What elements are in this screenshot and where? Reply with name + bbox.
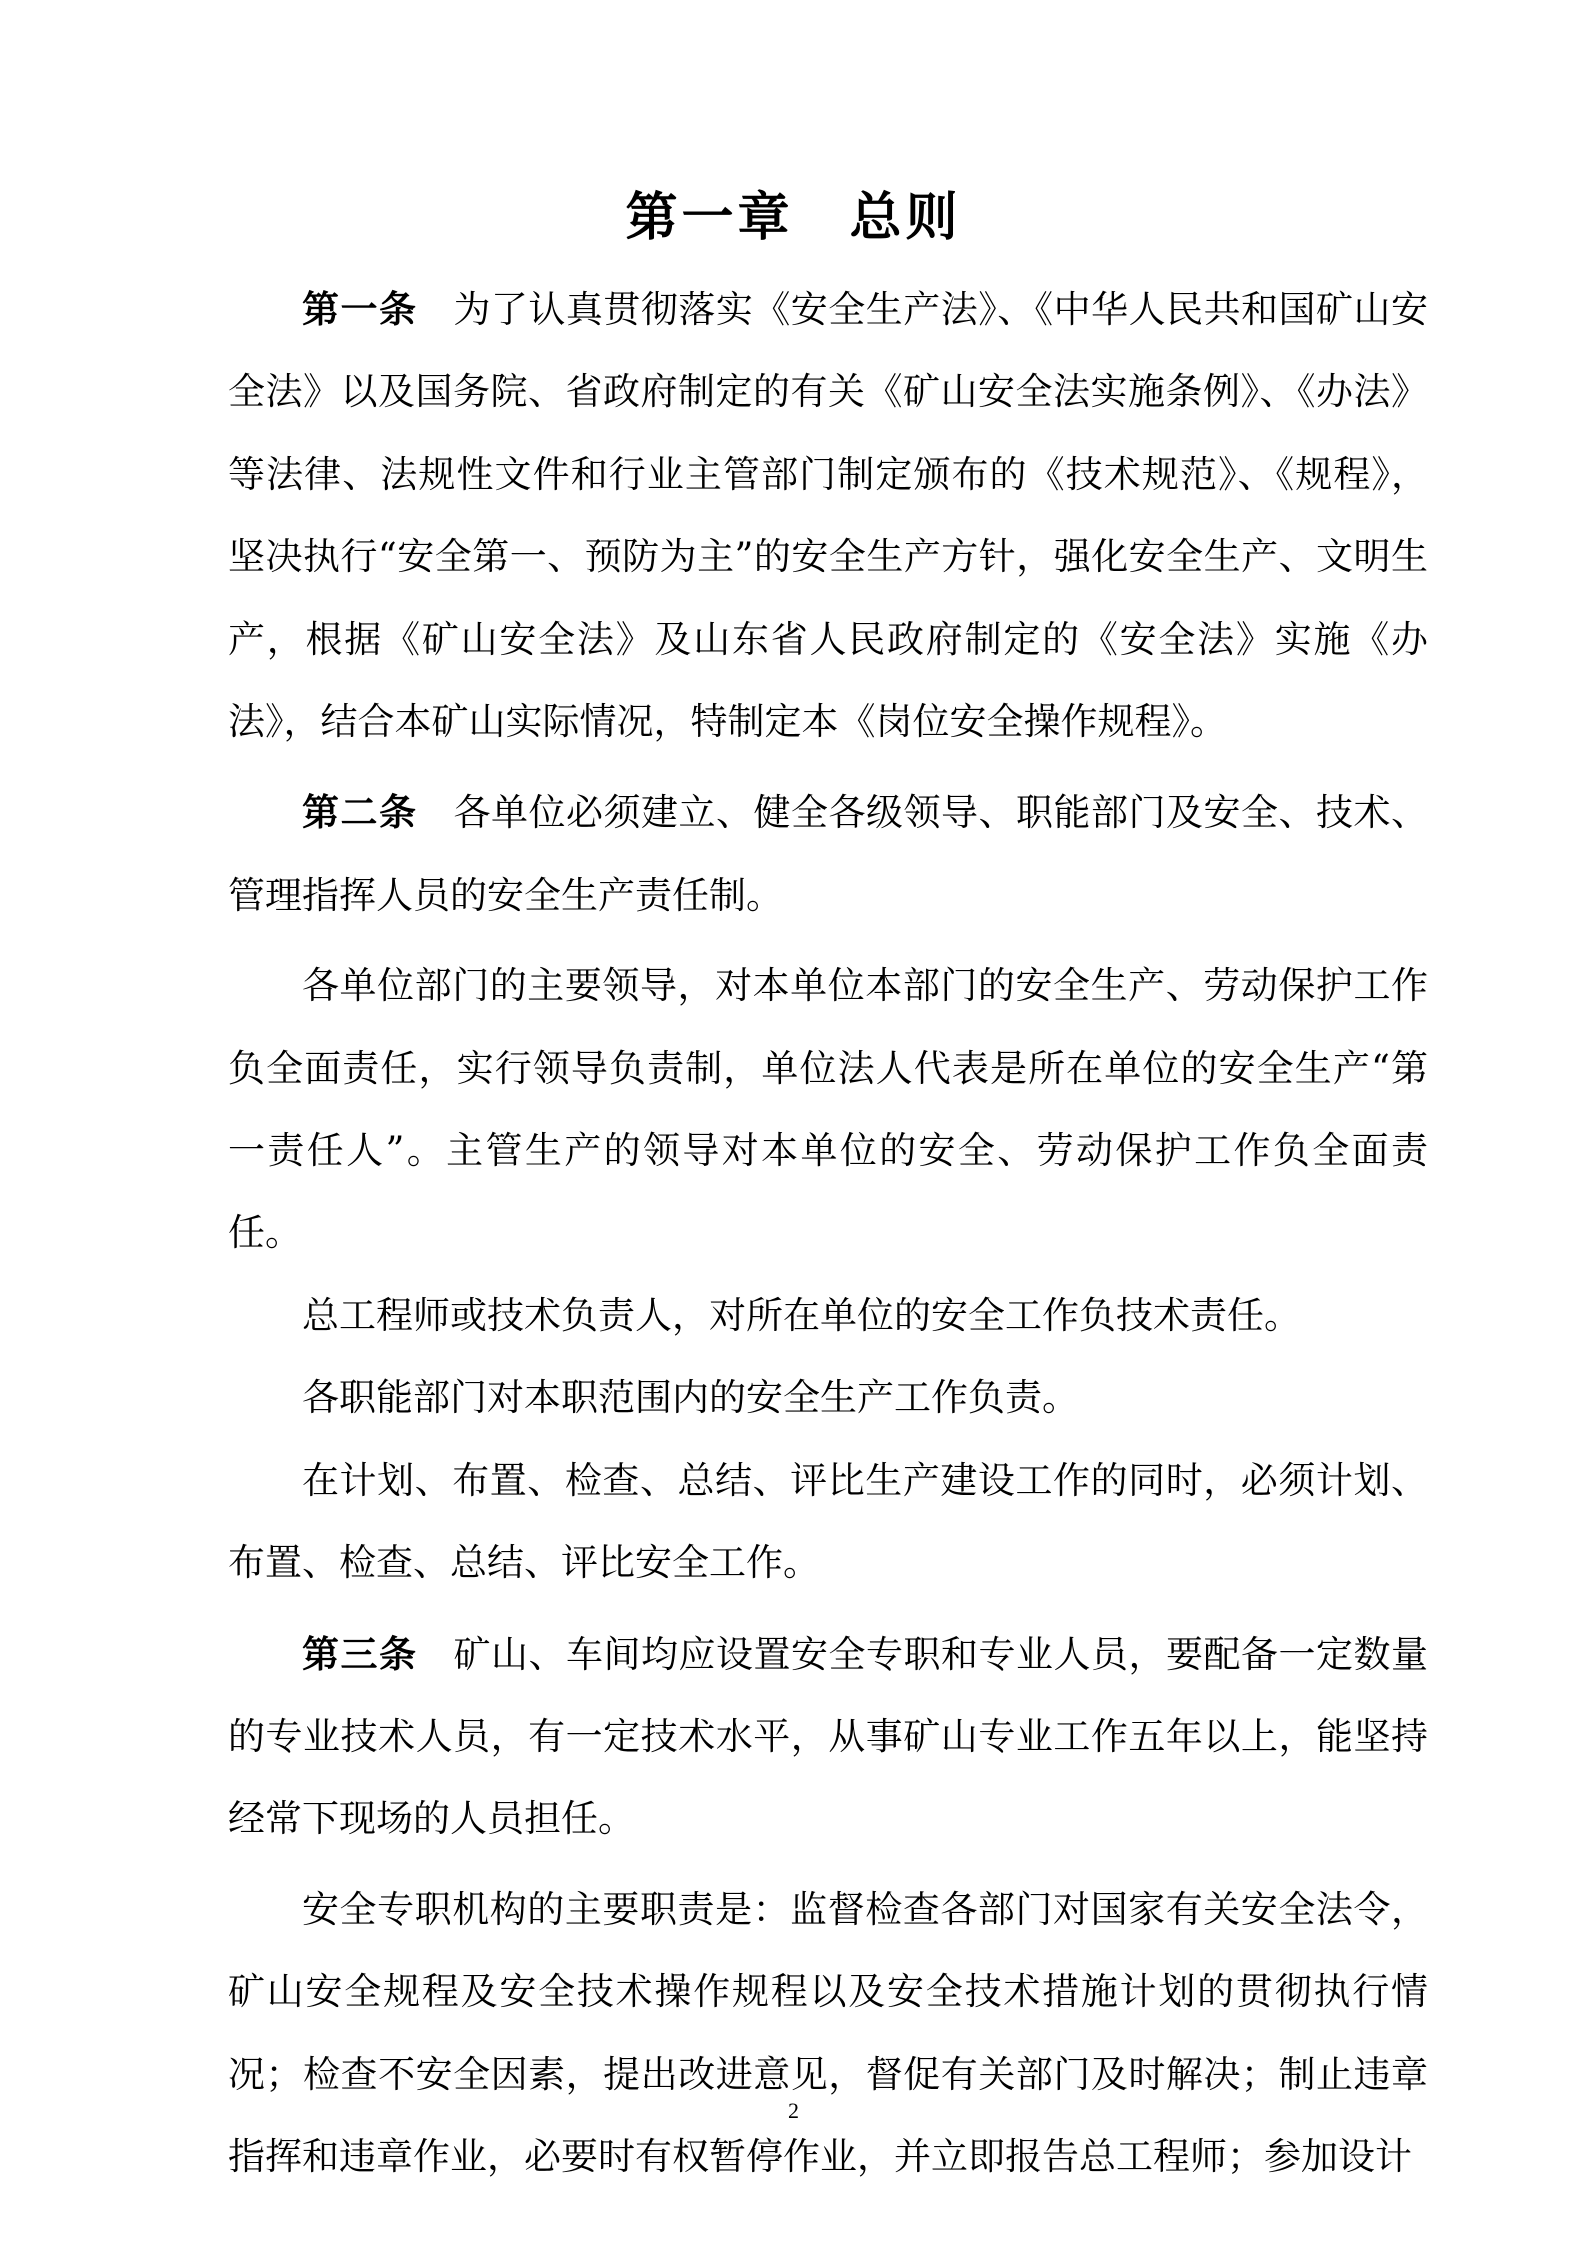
paragraph-spacer (228, 937, 1428, 945)
article-label: 第一条 (302, 287, 418, 331)
paragraph-safety-duties (228, 1869, 1428, 2199)
paragraph-leadership-responsibility (228, 945, 1428, 1275)
document-body (228, 268, 1428, 2198)
paragraph-functional-departments (228, 1357, 1428, 1439)
article-label: 第二条 (302, 790, 418, 835)
paragraph-text: 各单位必须建立、健全各级领导、职能部门及安全、技术、管理指挥人员的安全生产责任制。 (228, 791, 1428, 917)
paragraph-spacer (228, 1861, 1428, 1869)
article-label: 第三条 (302, 1631, 418, 1676)
paragraph-spacer (228, 763, 1428, 771)
paragraph-planning (228, 1440, 1428, 1605)
paragraph-text: 各职能部门对本职范围内的安全生产工作负责。 (302, 1376, 1079, 1420)
paragraph-text: 总工程师或技术负责人，对所在单位的安全工作负技术责任。 (302, 1293, 1301, 1337)
paragraph-text: 矿山、车间均应设置安全专职和专业人员，要配备一定数量的专业技术人员，有一定技术水平，从事矿山专业工作五年以上，能坚持经常下现场的人员担任。 (228, 1632, 1428, 1841)
chapter-number: 第一章 (625, 187, 794, 248)
paragraph-spacer (228, 1605, 1428, 1613)
paragraph-text: 各单位部门的主要领导，对本单位本部门的安全生产、劳动保护工作负全面责任，实行领导负责制，单位法人代表是所在单位的安全生产“第一责任人”。主管生产的领导对本单位的安全、劳动保护工作负全面责任。 (228, 964, 1428, 1255)
paragraph-text: 为了认真贯彻落实《安全生产法》、《中华人民共和国矿山安全法》以及国务院、省政府制定的有关《矿山安全法实施条例》、《办法》等法律、法规性文件和行业主管部门制定颁布的《技术规范》、《规程》，坚决执行“安全第一、预防为主”的安全生产方针，强化安全生产、文明生产，根据《矿山安全法》及山东省人民政府制定的《安全法》实施《办法》，结合本矿山实际情况，特制定本《岗位安全操作规程》。 (228, 288, 1429, 744)
paragraph-chief-engineer (228, 1275, 1428, 1357)
paragraph-article-1 (228, 268, 1428, 763)
chapter-name: 总则 (849, 187, 962, 248)
page-number: 2 (788, 2098, 799, 2123)
chapter-title (0, 178, 1587, 258)
paragraph-text: 安全专职机构的主要职责是：监督检查各部门对国家有关安全法令，矿山安全规程及安全技术操作规程以及安全技术措施计划的贯彻执行情况；检查不安全因素，提出改进意见，督促有关部门及时解决；制止违章指挥和违章作业，必要时有权暂停作业，并立即报告总工程师；参加设计 (228, 1887, 1428, 2178)
paragraph-text: 在计划、布置、检查、总结、评比生产建设工作的同时，必须计划、布置、检查、总结、评比安全工作。 (228, 1458, 1428, 1585)
paragraph-article-2 (228, 771, 1428, 937)
paragraph-article-3 (228, 1613, 1428, 1861)
